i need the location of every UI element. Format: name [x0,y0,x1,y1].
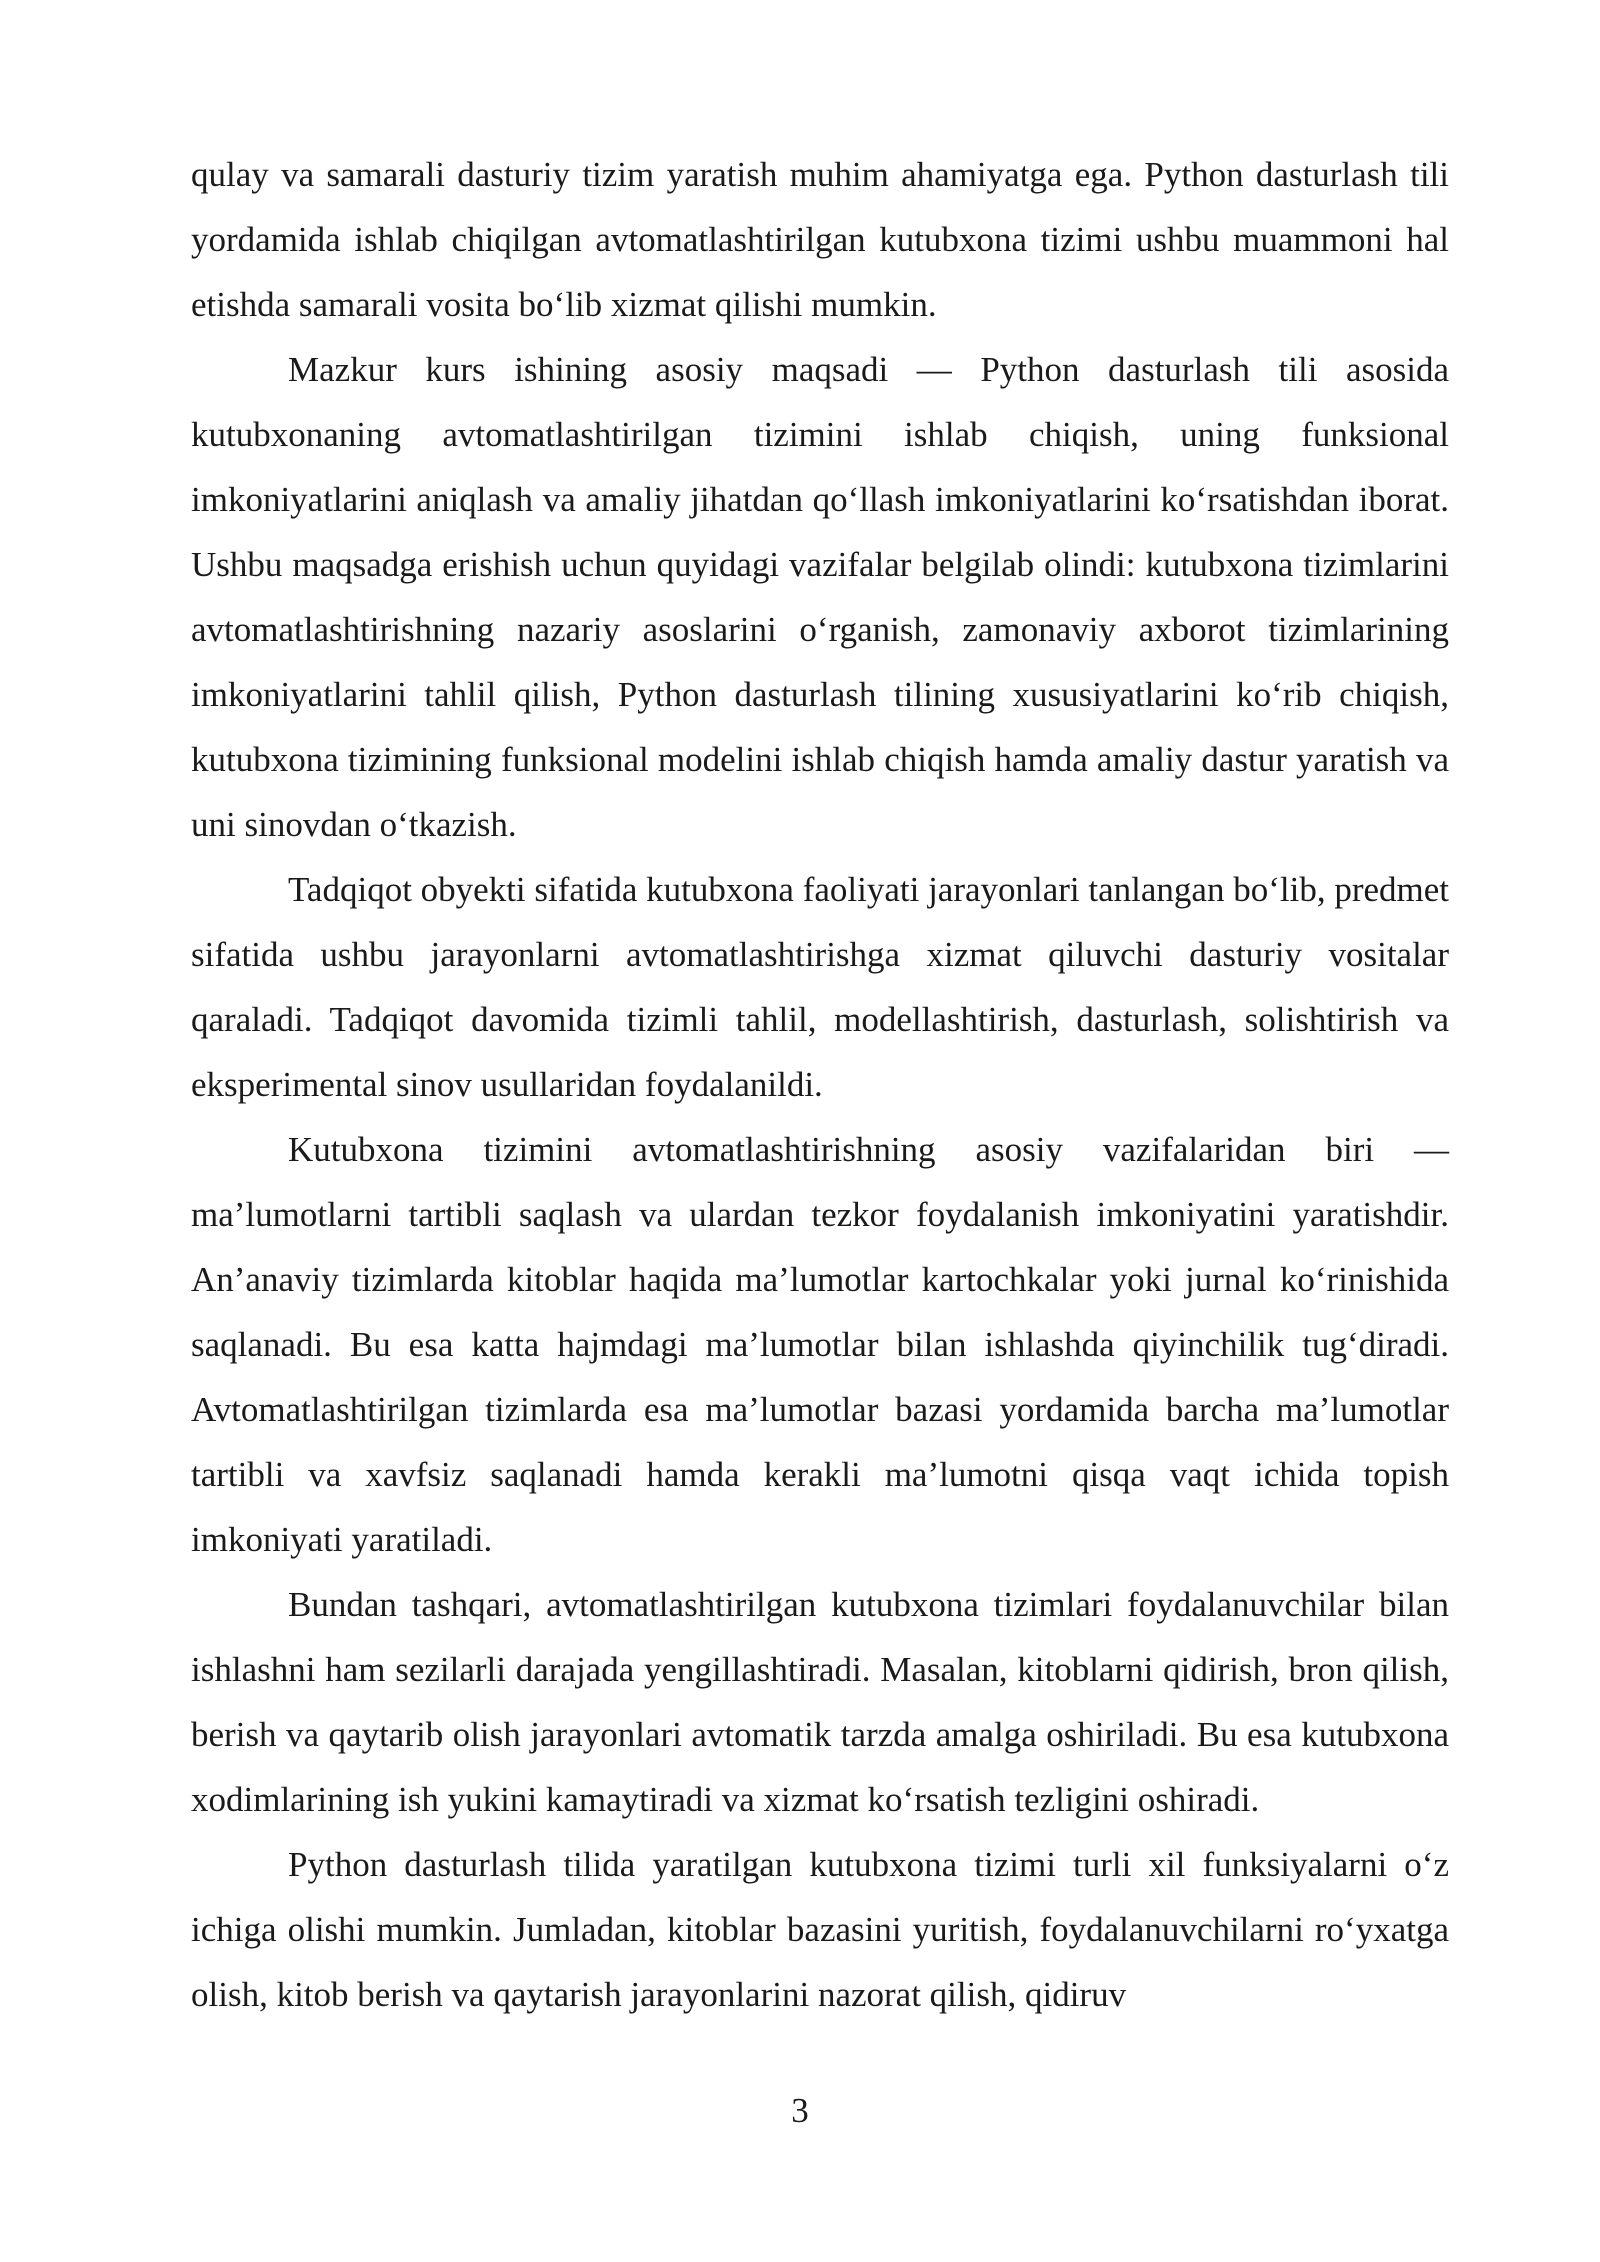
paragraph-1: qulay va samarali dasturiy tizim yaratish muhim ahamiyatga ega. Python dasturlash tili yordamida ishlab chiqilgan avtomatlashtirilgan kutubxona tizimi ushbu muammoni hal etishda samarali vosita bo‘lib xizmat qilishi mumkin. [191,155,1449,324]
paragraph-6: Python dasturlash tilida yaratilgan kutubxona tizimi turli xil funksiyalarni o‘z ichiga olishi mumkin. Jumladan, kitoblar bazasini yuritish, foydalanuvchilarni ro‘yxatga olish, kitob berish va qaytarish jarayonlarini nazorat qilish, qidiruv [191,1845,1449,2014]
paragraph-5: Bundan tashqari, avtomatlashtirilgan kutubxona tizimlari foydalanuvchilar bilan ishlashni ham sezilarli darajada yengillashtiradi. Masalan, kitoblarni qidirish, bron qilish, berish va qaytarib olish jarayonlari avtomatik tarzda amalga oshiriladi. Bu esa kutubxona xodimlarining ish yukini kamaytiradi va xizmat ko‘rsatish tezligini oshiradi. [191,1585,1449,1819]
paragraph-4: Kutubxona tizimini avtomatlashtirishning asosiy vazifalaridan biri — ma’lumotlarni tartibli saqlash va ulardan tezkor foydalanish imkoniyatini yaratishdir. An’anaviy tizimlarda kitoblar haqida ma’lumotlar kartochkalar yoki jurnal ko‘rinishida saqlanadi. Bu esa katta hajmdagi ma’lumotlar bilan ishlashda qiyinchilik tug‘diradi. Avtomatlashtirilgan tizimlarda esa ma’lumotlar bazasi yordamida barcha ma’lumotlar tartibli va xavfsiz saqlanadi hamda kerakli ma’lumotni qisqa vaqt ichida topish imkoniyati yaratiladi. [191,1130,1449,1559]
body-text [191,142,1449,2027]
paragraph-3: Tadqiqot obyekti sifatida kutubxona faoliyati jarayonlari tanlangan bo‘lib, predmet sifatida ushbu jarayonlarni avtomatlashtirishga xizmat qiluvchi dasturiy vositalar qaraladi. Tadqiqot davomida tizimli tahlil, modellashtirish, dasturlash, solishtirish va eksperimental sinov usullaridan foydalanildi. [191,870,1449,1104]
page-number: 3 [791,2091,809,2130]
paragraph-2: Mazkur kurs ishining asosiy maqsadi — Python dasturlash tili asosida kutubxonaning avtomatlashtirilgan tizimini ishlab chiqish, uning funksional imkoniyatlarini aniqlash va amaliy jihatdan qo‘llash imkoniyatlarini ko‘rsatishdan iborat. Ushbu maqsadga erishish uchun quyidagi vazifalar belgilab olindi: kutubxona tizimlarini avtomatlashtirishning nazariy asoslarini o‘rganish, zamonaviy axborot tizimlarining imkoniyatlarini tahlil qilish, Python dasturlash tilining xususiyatlarini ko‘rib chiqish, kutubxona tizimining funksional modelini ishlab chiqish hamda amaliy dastur yaratish va uni sinovdan o‘tkazish. [191,350,1449,844]
